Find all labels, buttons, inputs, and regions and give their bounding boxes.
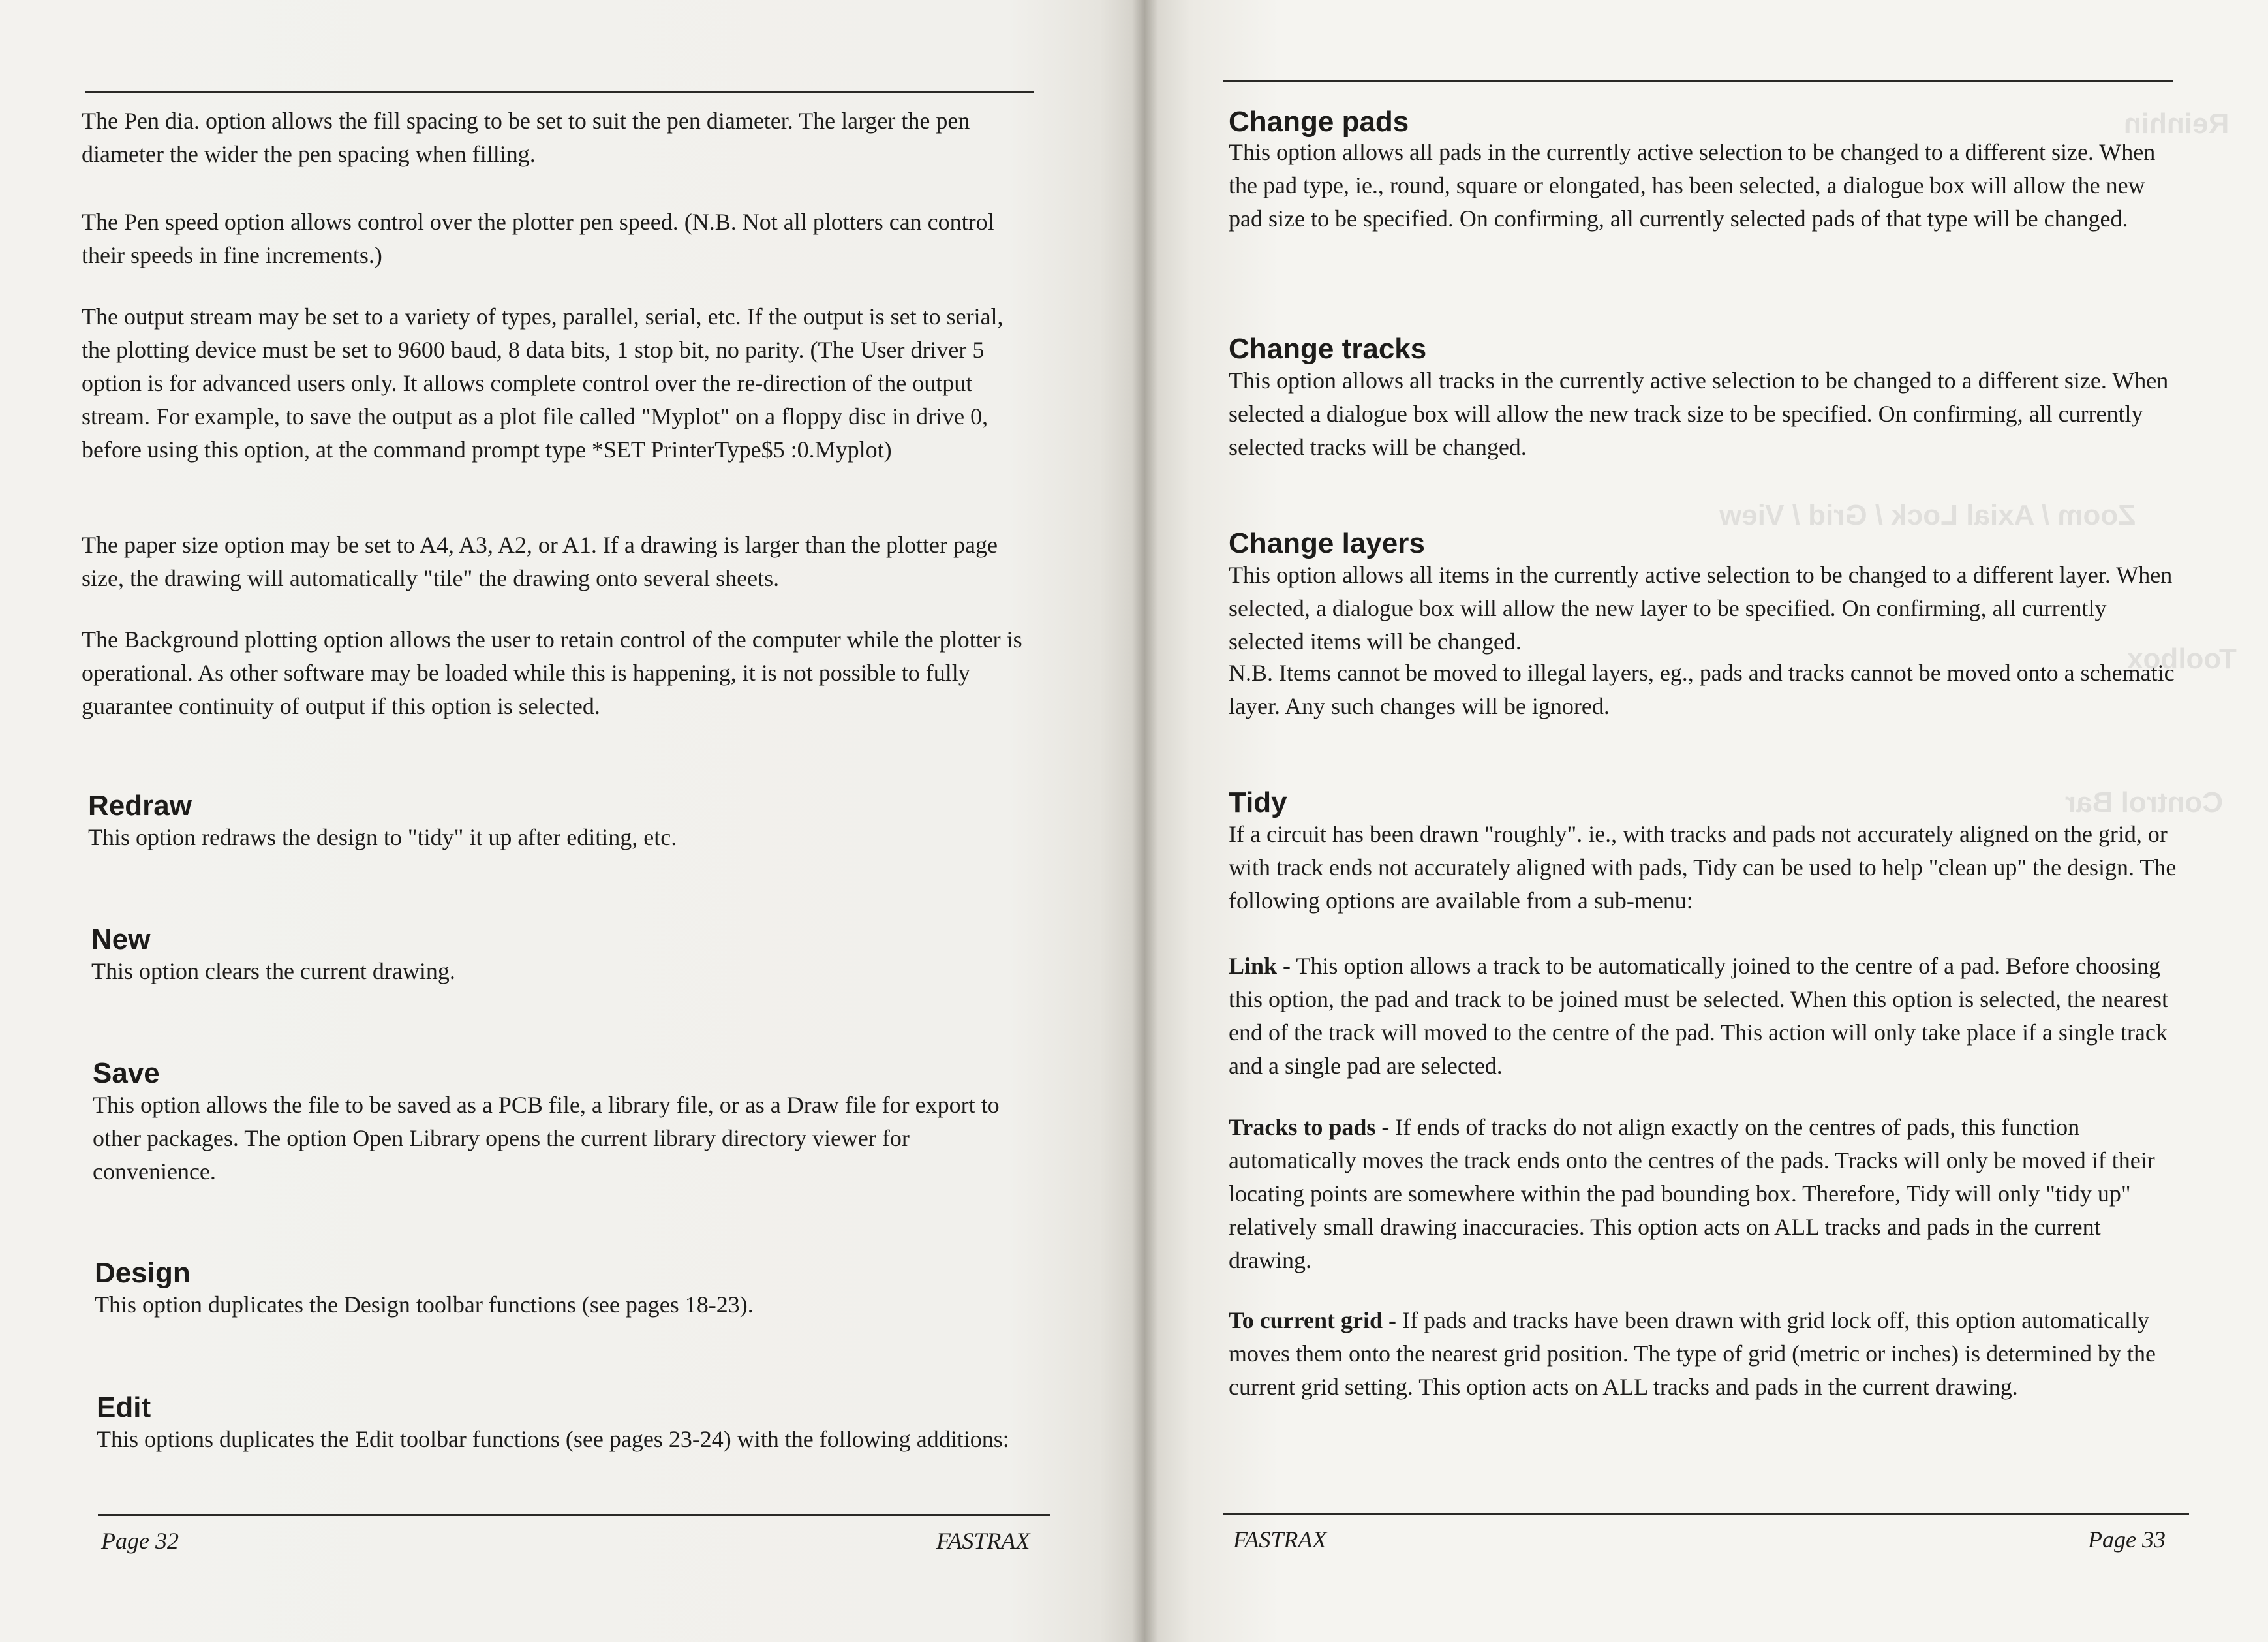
- output-stream-paragraph: The output stream may be set to a variety of types, parallel, serial, etc. If the output is set to serial, the plotting device must be set to 9600 baud, 8 data bits, 1 stop bit, no parity. (The User driver 5 option is for advanced users only. It allows complete control over the re-direction of the output stream. For example, to save the output as a plot file called "Myplot" on a floppy disc in drive 0, before using this option, at the command prompt type *SET PrinterType$5 :0.Myplot): [82, 303, 1004, 463]
- change-layers-note: N.B. Items cannot be moved to illegal layers, eg., pads and tracks cannot be moved onto a schematic layer. Any such changes will be ignored.: [1229, 660, 2175, 719]
- design-text: This option duplicates the Design toolbar functions (see pages 18-23).: [95, 1292, 754, 1318]
- link-label: Link -: [1229, 953, 1291, 979]
- footer-brand: FASTRAX: [936, 1528, 1030, 1554]
- bleed-through-heading: Zoom / Axial Lock / Grid / View: [1719, 499, 2136, 531]
- new-heading: New: [91, 923, 151, 955]
- tracks-to-pads-text: If ends of tracks do not align exactly on the centres of pads, this function automatically moves the track ends onto the centres of the pads. Tracks will only be moved if their locating points are somewhere within the pad bounding box. Therefore, Tidy will only "tidy up" relatively small drawing inaccuracies. This option acts on ALL tracks and pads in the current drawing.: [1229, 1114, 2155, 1273]
- save-text: This option allows the file to be saved as a PCB file, a library file, or as a Draw file for export to other packages. The option Open Library opens the current library directory viewer for convenience.: [93, 1092, 1000, 1185]
- redraw-heading: Redraw: [88, 790, 192, 822]
- bleed-through-heading: Reinhin: [2124, 108, 2230, 140]
- pen-speed-paragraph: The Pen speed option allows control over the plotter pen speed. (N.B. Not all plotters can control their speeds in fine increments.): [82, 209, 994, 268]
- redraw-text: This option redraws the design to "tidy" it up after editing, etc.: [88, 824, 677, 850]
- tidy-text: If a circuit has been drawn "roughly". ie., with tracks and pads not accurately aligned on the grid, or with track ends not accurately aligned with pads, Tidy can be used to help "clean up" the design. The following options are available from a sub-menu:: [1229, 821, 2177, 914]
- link-paragraph: [1229, 950, 2188, 1083]
- to-current-grid-label: To current grid -: [1229, 1307, 1396, 1333]
- tracks-to-pads-paragraph: [1229, 1111, 2188, 1277]
- edit-text: This options duplicates the Edit toolbar functions (see pages 23-24) with the following additions:: [97, 1426, 1009, 1452]
- bottom-rule: [98, 1514, 1050, 1516]
- change-tracks-heading: Change tracks: [1229, 333, 1427, 365]
- to-current-grid-text: If pads and tracks have been drawn with grid lock off, this option automatically moves them onto the nearest grid position. The type of grid (metric or inches) is determined by the current grid setting. This option acts on ALL tracks and pads in the current drawing.: [1229, 1307, 2156, 1400]
- tracks-to-pads-label: Tracks to pads -: [1229, 1114, 1390, 1140]
- change-tracks-text: This option allows all tracks in the currently active selection to be changed to a different size. When selected a dialogue box will allow the new track size to be specified. On confirming, all currently selected tracks will be changed.: [1229, 367, 2169, 460]
- new-text: This option clears the current drawing.: [91, 958, 455, 984]
- bottom-rule: [1223, 1513, 2189, 1515]
- design-heading: Design: [95, 1257, 191, 1289]
- change-pads-text: This option allows all pads in the currently active selection to be changed to a different size. When the pad type, ie., round, square or elongated, has been selected, a dialogue box will allow the new pad size to be specified. On confirming, all currently selected pads of that type will be changed.: [1229, 139, 2156, 232]
- footer-brand: FASTRAX: [1233, 1526, 1327, 1553]
- page-number: Page 32: [101, 1528, 179, 1554]
- save-heading: Save: [93, 1057, 160, 1089]
- paper-size-paragraph: The paper size option may be set to A4, A3, A2, or A1. If a drawing is larger than the plotter page size, the drawing will automatically "tile" the drawing onto several sheets.: [82, 532, 998, 591]
- bleed-through-heading: Toolbox: [2127, 643, 2237, 675]
- top-rule: [1223, 80, 2173, 82]
- change-pads-heading: Change pads: [1229, 106, 1409, 138]
- page-number: Page 33: [2088, 1526, 2166, 1553]
- link-text: This option allows a track to be automatically joined to the centre of a pad. Before choosing this option, the pad and track to be joined must be selected. When this option is selected, the nearest end of the track will moved to the centre of the pad. This action will only take place if a single track and a single pad are selected.: [1229, 953, 2168, 1079]
- top-rule: [85, 91, 1034, 93]
- tidy-heading: Tidy: [1229, 786, 1287, 818]
- change-layers-text: This option allows all items in the currently active selection to be changed to a different layer. When selected, a dialogue box will allow the new layer to be specified. On confirming, all currently selected items will be changed.: [1229, 562, 2173, 655]
- book-gutter: [1132, 0, 1158, 1642]
- right-page: [1145, 0, 2268, 1642]
- change-layers-heading: Change layers: [1229, 527, 1425, 559]
- bleed-through-heading: Control Bar: [2065, 786, 2223, 818]
- edit-heading: Edit: [97, 1391, 151, 1423]
- pen-dia-paragraph: The Pen dia. option allows the fill spacing to be set to suit the pen diameter. The larger the pen diameter the wider the pen spacing when filling.: [82, 108, 970, 167]
- to-current-grid-paragraph: [1229, 1304, 2188, 1404]
- background-plotting-paragraph: The Background plotting option allows the user to retain control of the computer while the plotter is operational. As other software may be loaded while this is happening, it is not possible to fully guarantee continuity of output if this option is selected.: [82, 627, 1022, 719]
